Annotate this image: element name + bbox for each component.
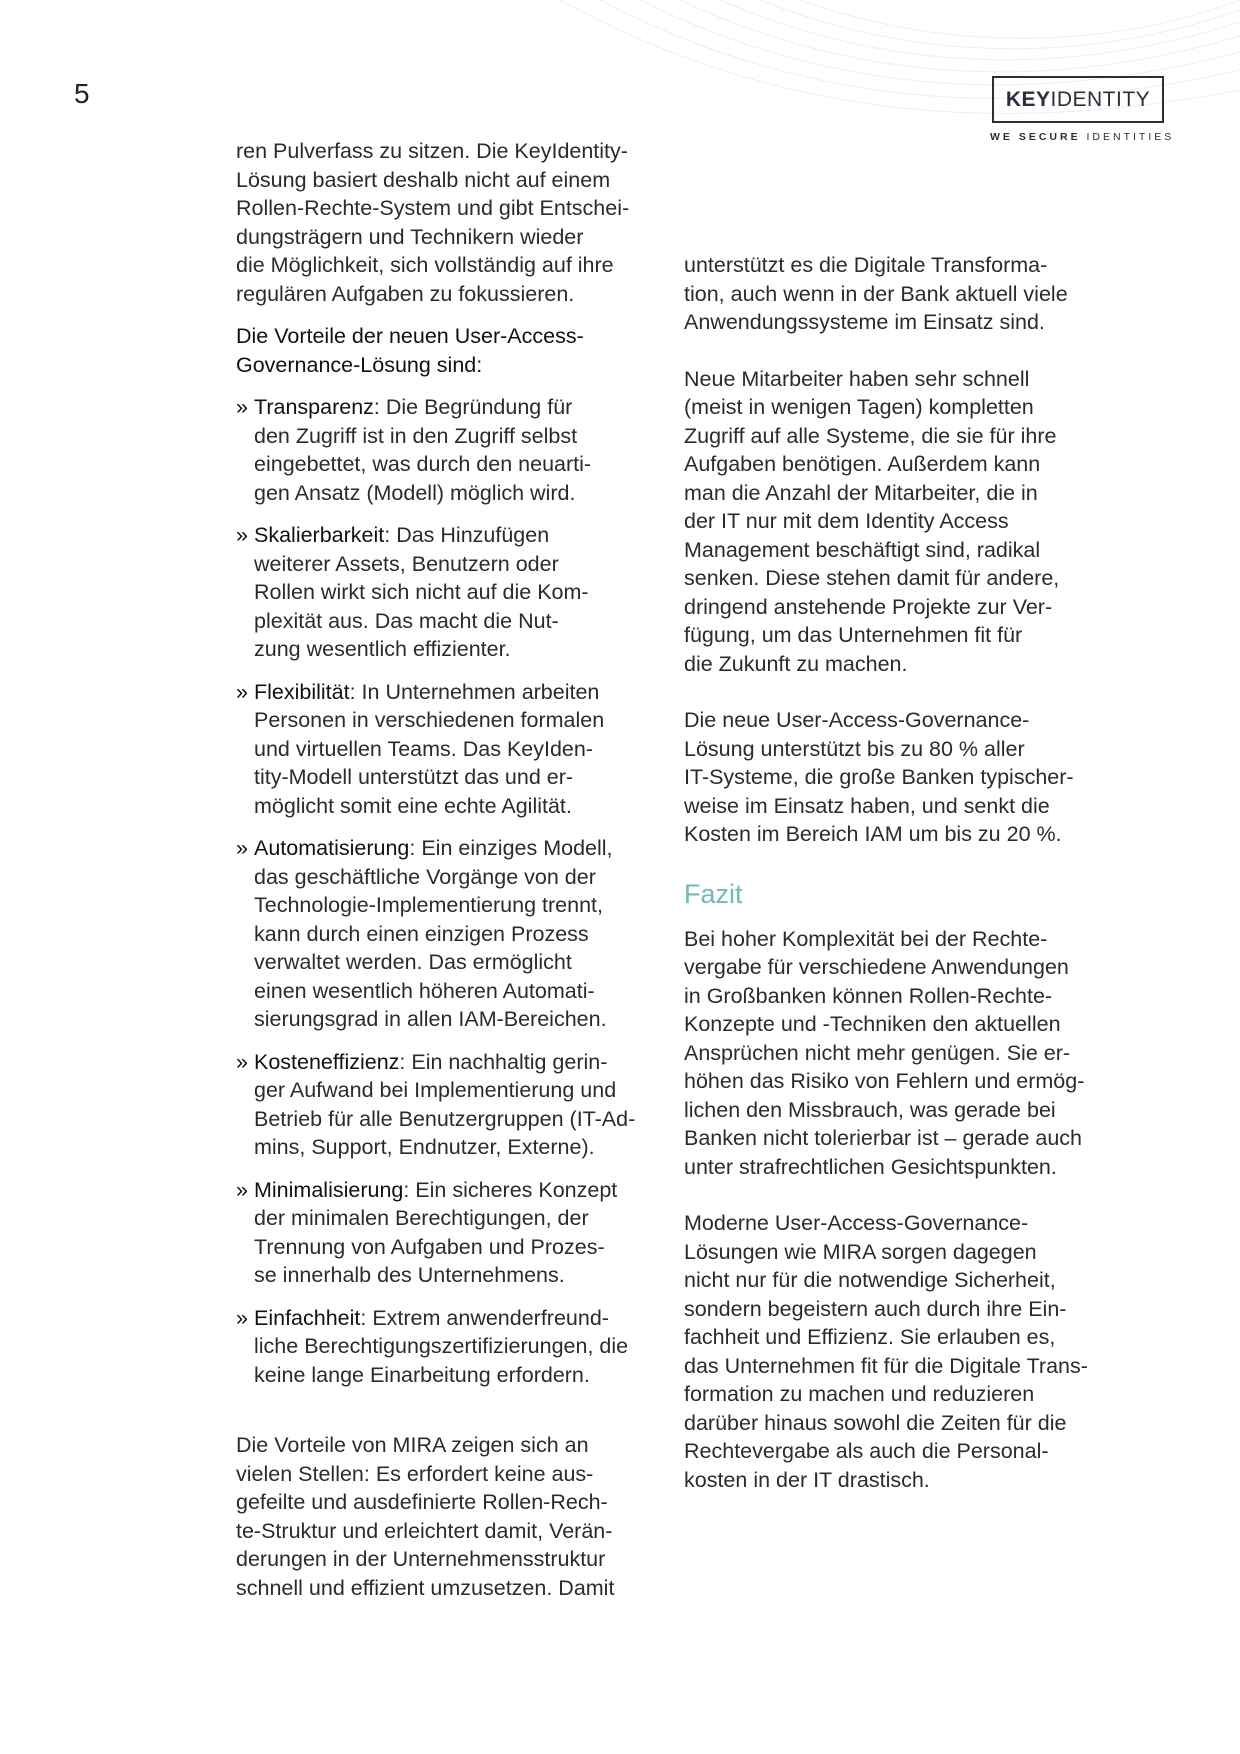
benefit-item bbox=[236, 834, 656, 1034]
company-tagline bbox=[990, 131, 1174, 143]
benefit-text-line: : Ein einziges Modell, bbox=[409, 836, 613, 860]
benefit-term: Transparenz bbox=[254, 395, 374, 419]
text-line: te-Struktur und erleichtert damit, Verän- bbox=[236, 1518, 613, 1543]
benefit-text-line: eingebettet, was durch den neuarti- bbox=[254, 452, 592, 476]
benefit-text-line: Personen in verschiedenen formalen bbox=[254, 708, 605, 732]
benefit-item bbox=[236, 1176, 656, 1290]
text-line: man die Anzahl der Mitarbeiter, die in bbox=[684, 480, 1038, 505]
text-line: Rollen-Rechte-System und gibt Entschei- bbox=[236, 196, 630, 220]
text-line: fügung, um das Unternehmen fit für bbox=[684, 623, 1023, 647]
bullet-marker: » bbox=[236, 1177, 248, 1202]
benefit-term: Skalierbarkeit bbox=[254, 523, 385, 547]
text-line: Bei hoher Komplexität bei der Rechte- bbox=[684, 926, 1048, 951]
text-line: lichen den Missbrauch, was gerade bei bbox=[684, 1097, 1056, 1122]
bullet-marker: » bbox=[236, 836, 248, 860]
benefits-list bbox=[236, 393, 656, 1389]
text-line: unterstützt es die Digitale Transforma- bbox=[684, 253, 1048, 277]
intro-paragraph bbox=[236, 137, 656, 308]
text-line: formation zu machen und reduzieren bbox=[684, 1382, 1035, 1406]
text-line: Kosten im Bereich IAM um bis zu 20 %. bbox=[684, 822, 1062, 846]
benefit-text-line: sierungsgrad in allen IAM-Bereichen. bbox=[254, 1007, 607, 1031]
benefit-text-line: kann durch einen einzigen Prozess bbox=[254, 921, 589, 946]
tagline-light: IDENTITIES bbox=[1086, 131, 1175, 143]
fazit-paragraph-2 bbox=[684, 1209, 1104, 1494]
left-column bbox=[236, 137, 656, 1602]
benefit-text-line: : Extrem anwenderfreund- bbox=[360, 1305, 609, 1330]
text-line: Neue Mitarbeiter haben sehr schnell bbox=[684, 366, 1030, 391]
new-employees-paragraph bbox=[684, 365, 1104, 679]
text-line: Lösung basiert deshalb nicht auf einem bbox=[236, 167, 611, 192]
right-column bbox=[684, 251, 1104, 1494]
benefit-term: Kosteneffizienz bbox=[254, 1049, 400, 1074]
text-line: sondern begeistern auch durch ihre Ein- bbox=[684, 1296, 1067, 1321]
benefit-text-line: plexität aus. Das macht die Nut- bbox=[254, 608, 559, 633]
closing-paragraph bbox=[236, 1431, 656, 1602]
benefit-text-line: ger Aufwand bei Implementierung und bbox=[254, 1078, 617, 1102]
text-line: Aufgaben benötigen. Außerdem kann bbox=[684, 452, 1041, 476]
benefit-text-line: keine lange Einarbeitung erfordern. bbox=[254, 1362, 590, 1387]
fazit-heading: Fazit bbox=[684, 878, 743, 909]
benefit-term: Minimalisierung bbox=[254, 1177, 404, 1202]
benefit-item bbox=[236, 1048, 656, 1162]
benefit-text-line: Betrieb für alle Benutzergruppen (IT-Ad- bbox=[254, 1106, 636, 1131]
benefit-text-line: Trennung von Aufgaben und Prozes- bbox=[254, 1234, 605, 1259]
text-line: Ansprüchen nicht mehr genügen. Sie er- bbox=[684, 1040, 1071, 1065]
benefit-text-line: se innerhalb des Unternehmens. bbox=[254, 1263, 565, 1287]
text-line: darüber hinaus sowohl die Zeiten für die bbox=[684, 1410, 1067, 1435]
benefits-heading bbox=[236, 322, 656, 379]
benefit-text-line: das geschäftliche Vorgänge von der bbox=[254, 864, 596, 889]
text-line: vielen Stellen: Es erfordert keine aus- bbox=[236, 1461, 594, 1486]
text-line: das Unternehmen fit für die Digitale Trans- bbox=[684, 1353, 1088, 1378]
benefit-text-line: mins, Support, Endnutzer, Externe). bbox=[254, 1135, 595, 1159]
bullet-marker: » bbox=[236, 1049, 248, 1074]
benefit-text-line: Rollen wirkt sich nicht auf die Kom- bbox=[254, 580, 589, 604]
benefit-text-line: weiterer Assets, Benutzern oder bbox=[254, 551, 559, 576]
fazit-paragraph-1 bbox=[684, 925, 1104, 1182]
benefit-text-line: : Die Begründung für bbox=[373, 395, 573, 419]
text-line: weise im Einsatz haben, und senkt die bbox=[684, 793, 1050, 818]
text-line: tion, auch wenn in der Bank aktuell viele bbox=[684, 281, 1068, 306]
text-line: Konzepte und -Techniken den aktuellen bbox=[684, 1012, 1061, 1036]
benefit-text-line: : Ein nachhaltig gerin- bbox=[399, 1049, 608, 1074]
text-line: schnell und effizient umzusetzen. Damit bbox=[236, 1575, 615, 1600]
text-line: fachheit und Effizienz. Sie erlauben es, bbox=[684, 1325, 1056, 1349]
text-line: ren Pulverfass zu sitzen. Die KeyIdentity- bbox=[236, 139, 628, 163]
text-line: Lösungen wie MIRA sorgen dagegen bbox=[684, 1239, 1037, 1264]
text-line: IT-Systeme, die große Banken typischer- bbox=[684, 765, 1074, 789]
bullet-marker: » bbox=[236, 1305, 248, 1330]
text-line: Management beschäftigt sind, radikal bbox=[684, 537, 1041, 562]
text-line: Die Vorteile der neuen User-Access- bbox=[236, 324, 584, 348]
benefit-item bbox=[236, 521, 656, 664]
text-line: regulären Aufgaben zu fokussieren. bbox=[236, 281, 575, 306]
benefit-text-line: einen wesentlich höheren Automati- bbox=[254, 978, 595, 1003]
benefit-text-line: liche Berechtigungszertifizierungen, die bbox=[254, 1334, 629, 1358]
text-line: vergabe für verschiedene Anwendungen bbox=[684, 955, 1069, 979]
bullet-marker: » bbox=[236, 523, 248, 547]
benefit-text-line: : Ein sicheres Konzept bbox=[403, 1177, 618, 1202]
benefit-text-line: Technologie-Implementierung trennt, bbox=[254, 893, 603, 917]
benefit-item bbox=[236, 678, 656, 821]
text-line: die Zukunft zu machen. bbox=[684, 651, 908, 676]
digital-transformation-paragraph bbox=[684, 251, 1104, 337]
text-line: Zugriff auf alle Systeme, die sie für ihre bbox=[684, 423, 1057, 448]
benefit-term: Flexibilität bbox=[254, 679, 350, 704]
text-line: kosten in der IT drastisch. bbox=[684, 1467, 930, 1492]
benefit-text-line: : In Unternehmen arbeiten bbox=[349, 679, 600, 704]
text-line: gefeilte und ausdefinierte Rollen-Rech- bbox=[236, 1490, 608, 1514]
text-line: Anwendungssysteme im Einsatz sind. bbox=[684, 310, 1045, 334]
benefit-term: Automatisierung bbox=[254, 836, 410, 860]
benefit-term: Einfachheit bbox=[254, 1305, 361, 1330]
benefit-text-line: tity-Modell unterstützt das und er- bbox=[254, 765, 574, 789]
benefit-text-line: gen Ansatz (Modell) möglich wird. bbox=[254, 480, 576, 505]
bullet-marker: » bbox=[236, 395, 248, 419]
tagline-bold: WE SECURE bbox=[990, 131, 1081, 143]
text-line: derungen in der Unternehmensstruktur bbox=[236, 1547, 606, 1571]
text-line: Governance-Lösung sind: bbox=[236, 352, 483, 377]
benefit-text-line: zung wesentlich effizienter. bbox=[254, 637, 511, 661]
text-line: Banken nicht tolerierbar ist – gerade auch bbox=[684, 1126, 1082, 1150]
bullet-marker: » bbox=[236, 679, 248, 704]
text-line: unter strafrechtlichen Gesichtspunkten. bbox=[684, 1154, 1057, 1179]
text-line: dringend anstehende Projekte zur Ver- bbox=[684, 594, 1053, 619]
page-number: 5 bbox=[74, 78, 90, 109]
logo-light-text: IDENTITY bbox=[1050, 87, 1151, 111]
text-line: (meist in wenigen Tagen) kompletten bbox=[684, 395, 1034, 419]
company-logo bbox=[992, 76, 1164, 123]
benefit-text-line: der minimalen Berechtigungen, der bbox=[254, 1206, 589, 1230]
savings-paragraph bbox=[684, 706, 1104, 849]
benefit-text-line: : Das Hinzufügen bbox=[384, 523, 550, 547]
text-line: Moderne User-Access-Governance- bbox=[684, 1211, 1029, 1235]
benefit-item bbox=[236, 393, 656, 507]
text-line: der IT nur mit dem Identity Access bbox=[684, 509, 1009, 533]
benefit-text-line: den Zugriff ist in den Zugriff selbst bbox=[254, 423, 578, 448]
text-line: nicht nur für die notwendige Sicherheit, bbox=[684, 1268, 1056, 1292]
text-line: Die neue User-Access-Governance- bbox=[684, 708, 1030, 732]
benefit-text-line: und virtuellen Teams. Das KeyIden- bbox=[254, 736, 594, 761]
text-line: dungsträgern und Technikern wieder bbox=[236, 224, 584, 249]
text-line: Lösung unterstützt bis zu 80 % aller bbox=[684, 736, 1025, 761]
text-line: senken. Diese stehen damit für andere, bbox=[684, 566, 1060, 590]
text-line: die Möglichkeit, sich vollständig auf ihre bbox=[236, 253, 614, 277]
benefit-item bbox=[236, 1304, 656, 1390]
text-line: Die Vorteile von MIRA zeigen sich an bbox=[236, 1433, 589, 1457]
benefit-text-line: verwaltet werden. Das ermöglicht bbox=[254, 950, 572, 974]
benefit-text-line: möglicht somit eine echte Agilität. bbox=[254, 793, 572, 818]
logo-bold-text: KEY bbox=[1005, 87, 1051, 111]
text-line: Rechtevergabe als auch die Personal- bbox=[684, 1439, 1049, 1463]
text-line: in Großbanken können Rollen-Rechte- bbox=[684, 983, 1053, 1008]
text-line: höhen das Risiko von Fehlern und ermög- bbox=[684, 1069, 1085, 1093]
